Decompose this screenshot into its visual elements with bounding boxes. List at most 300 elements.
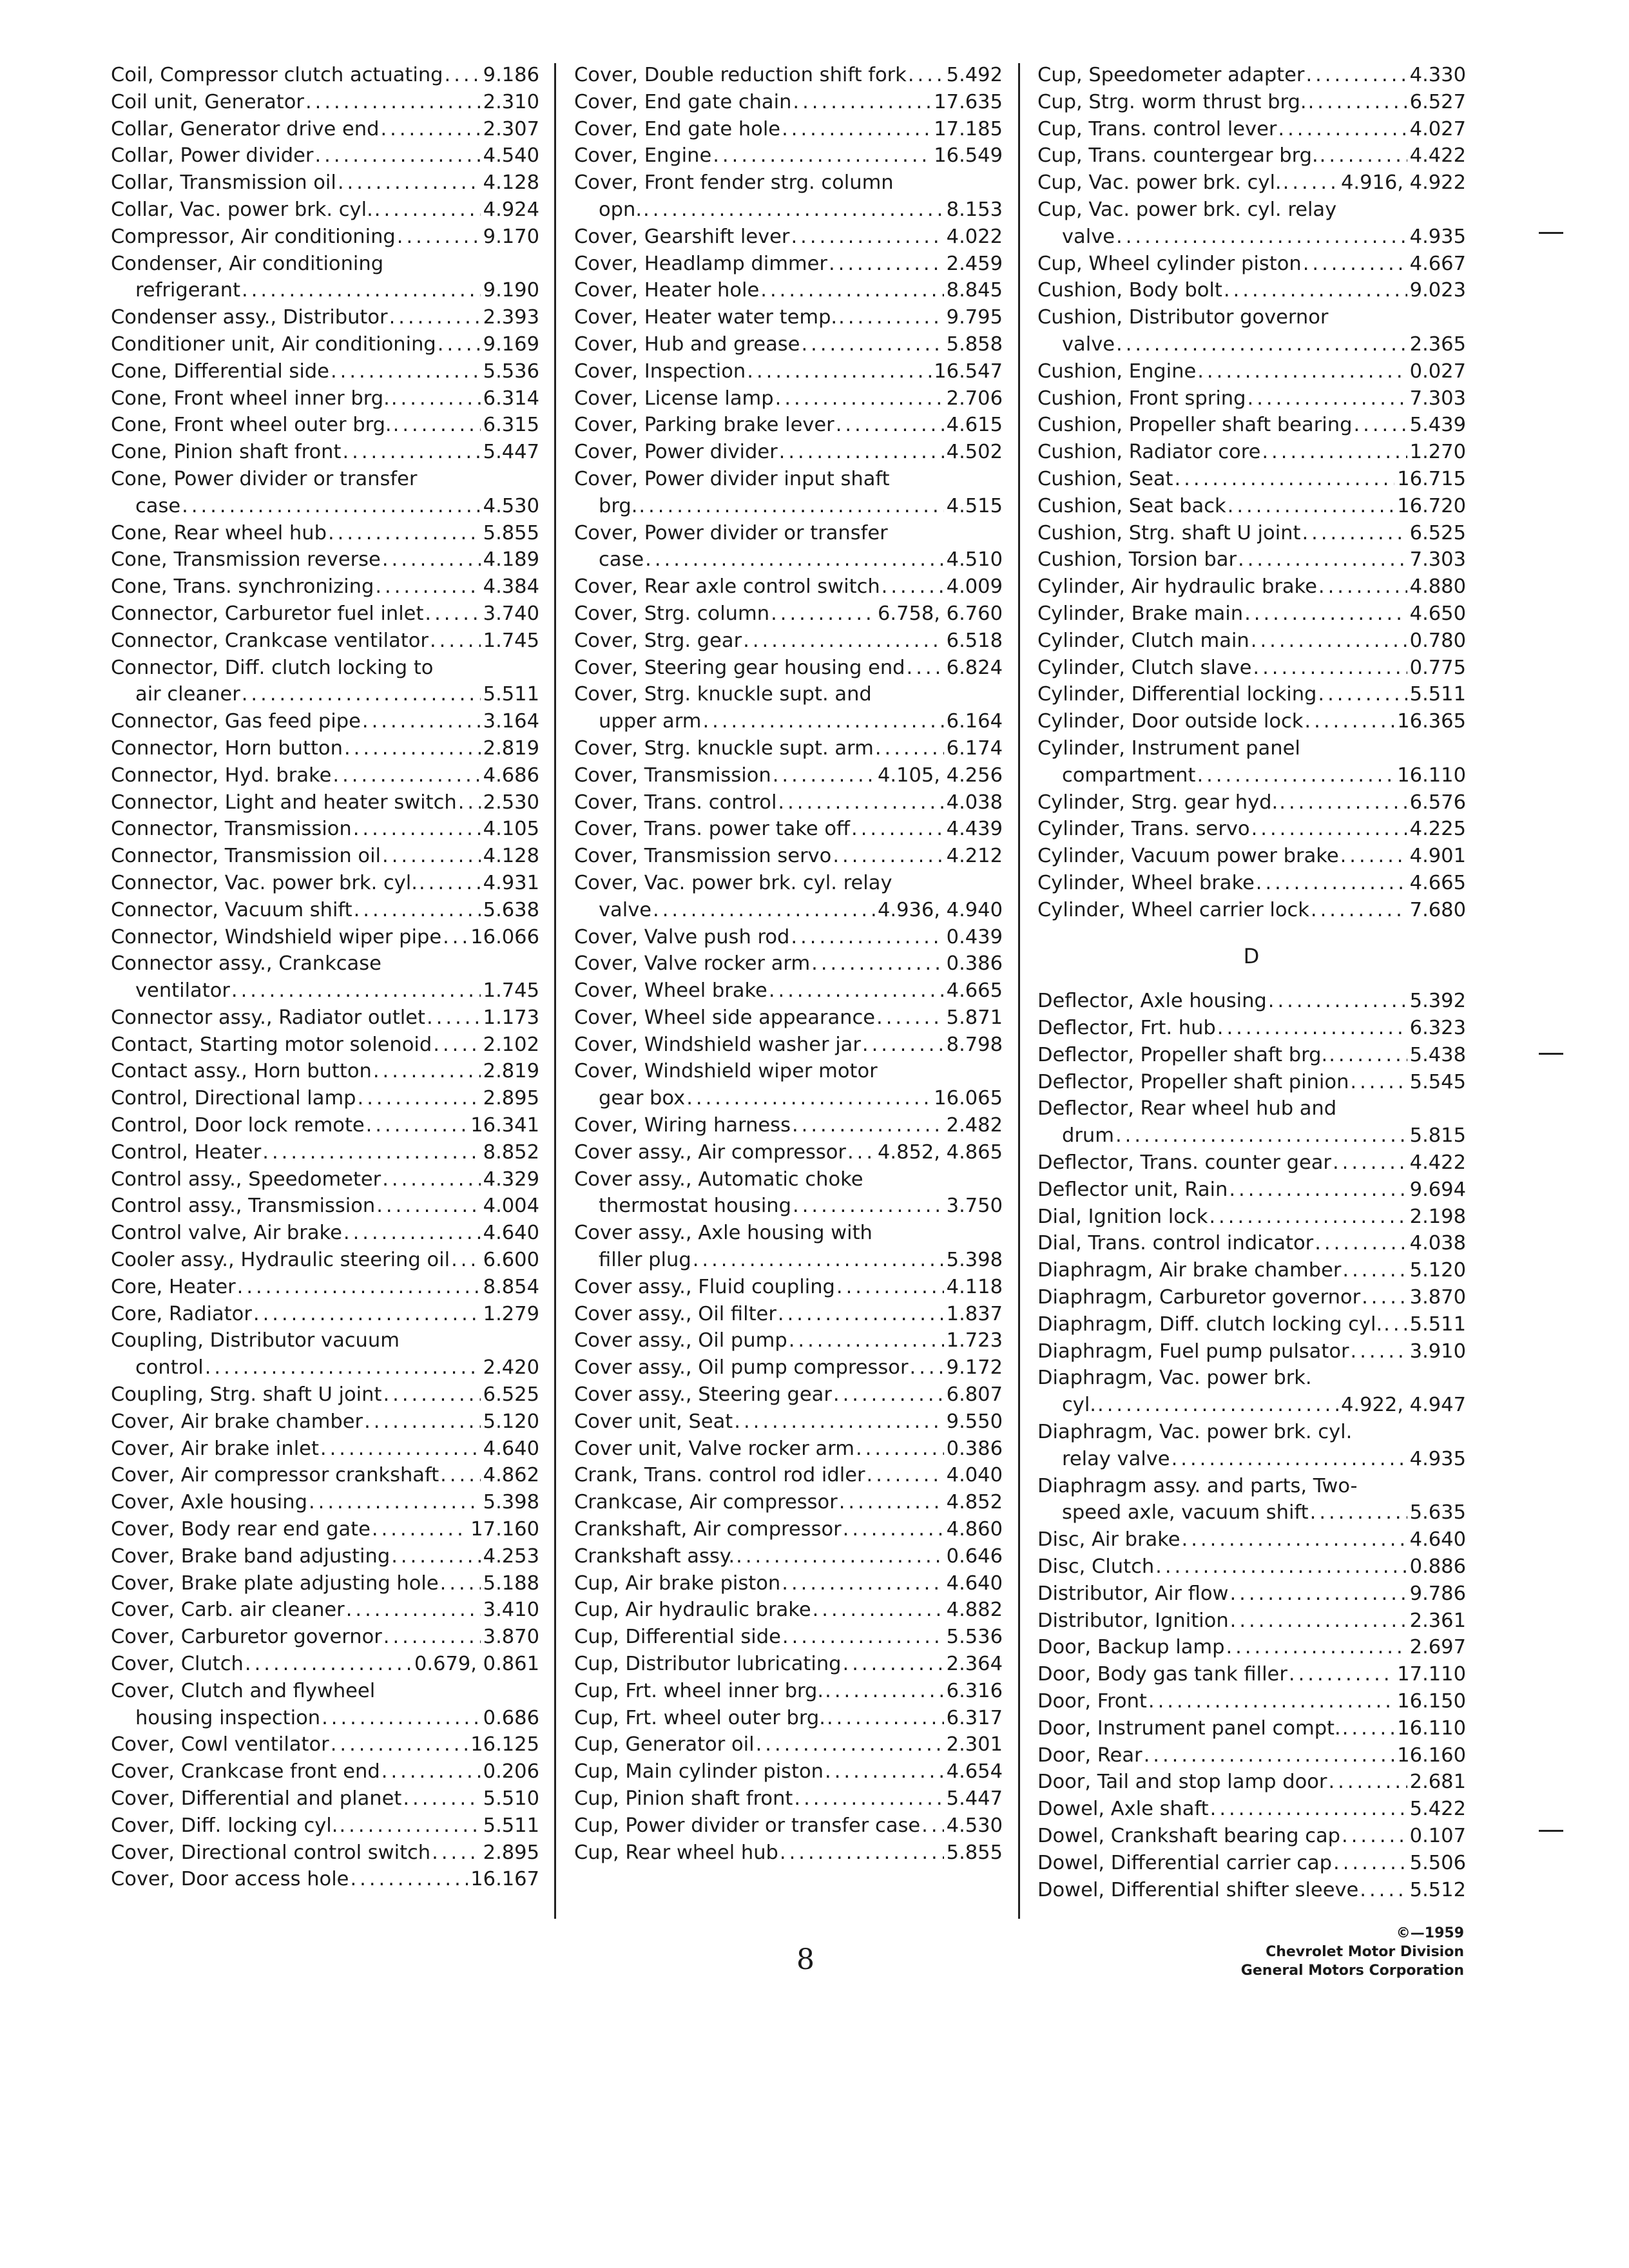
index-entry-continuation — [574, 546, 1003, 573]
index-entry — [1037, 385, 1466, 412]
index-entry-ref: 4.650 — [1409, 602, 1466, 625]
index-entry — [574, 142, 1003, 169]
index-entry — [574, 843, 1003, 870]
index-entry-term: Cover, Power divider or transfer — [574, 521, 888, 544]
leader-dots — [862, 1032, 944, 1059]
index-entry-term-continued: valve — [599, 898, 652, 921]
index-entry-ref: 7.680 — [1409, 898, 1466, 921]
index-entry-line — [1037, 466, 1466, 493]
index-entry-heading — [1037, 1419, 1466, 1446]
leader-dots — [1310, 1499, 1407, 1526]
index-entry-term: Cup, Speedometer adapter — [1037, 64, 1305, 86]
index-entry — [111, 358, 539, 385]
index-entry-ref: 4.615 — [946, 414, 1003, 437]
index-entry-ref: 2.198 — [1409, 1205, 1466, 1228]
index-entry-term: Cushion, Propeller shaft bearing — [1037, 414, 1353, 437]
index-entry-term: Cover, Power divider input shaft — [574, 467, 890, 490]
index-entry-term: Cover, Front fender strg. column — [574, 171, 894, 195]
index-entry — [574, 573, 1003, 601]
index-entry-term: Cup, Differential side — [574, 1626, 781, 1649]
index-entry-ref: 4.852 — [946, 1491, 1003, 1514]
index-entry-ref: 4.022 — [946, 225, 1003, 248]
index-entry-term: Cone, Power divider or transfer — [111, 467, 418, 490]
leader-dots — [366, 1112, 468, 1139]
index-entry-heading — [574, 169, 1003, 197]
index-entry-heading — [574, 520, 1003, 547]
index-entry — [1037, 1149, 1466, 1177]
index-entry — [1037, 628, 1466, 655]
index-entry — [111, 1543, 539, 1570]
index-entry — [574, 1381, 1003, 1408]
index-entry-line — [574, 573, 1003, 601]
index-entry-term: Cylinder, Trans. servo — [1037, 818, 1250, 841]
index-entry-line — [574, 1004, 1003, 1032]
index-entry — [574, 331, 1003, 358]
index-entry-term: Cover, Valve push rod — [574, 925, 790, 948]
leader-dots — [1174, 466, 1394, 493]
index-entry-ref: 5.510 — [483, 1787, 539, 1810]
leader-dots — [331, 358, 481, 385]
index-entry-term: Cone, Transmission reverse — [111, 548, 381, 572]
index-entry-ref: 4.439 — [946, 818, 1003, 841]
index-entry-term: Cone, Differential side — [111, 360, 329, 383]
index-entry — [111, 1112, 539, 1139]
index-entry-ref: 4.686 — [483, 764, 539, 787]
index-entry — [574, 62, 1003, 89]
index-entry — [1037, 546, 1466, 573]
index-entry-line — [111, 1812, 539, 1840]
index-entry-line — [1037, 412, 1466, 439]
index-entry-line — [111, 1840, 539, 1867]
index-entry-line — [111, 169, 539, 197]
leader-dots — [403, 1785, 480, 1812]
index-entry-line — [111, 1731, 539, 1758]
leader-dots — [910, 1354, 944, 1381]
index-entry-line — [1037, 789, 1466, 816]
index-entry-line — [1037, 988, 1466, 1015]
index-entry-line — [1037, 1796, 1466, 1823]
index-entry — [111, 304, 539, 331]
index-entry-ref: 0.686 — [483, 1706, 539, 1729]
index-entry-term: Cylinder, Air hydraulic brake — [1037, 575, 1317, 599]
index-entry — [574, 1812, 1003, 1840]
index-entry-term: Contact assy., Horn button — [111, 1060, 372, 1083]
index-entry-ref: 2.706 — [946, 387, 1003, 410]
index-entry-ref: 5.511 — [1409, 1312, 1466, 1336]
index-entry — [1037, 789, 1466, 816]
index-entry — [1037, 843, 1466, 870]
index-entry-term: Diaphragm, Air brake chamber — [1037, 1259, 1342, 1282]
index-entry-term: Cover, Headlamp dimmer — [574, 252, 827, 275]
leader-dots — [383, 1381, 480, 1408]
index-entry-term: Cover, Brake band adjusting — [111, 1544, 390, 1568]
index-entry-ref: 17.185 — [934, 117, 1003, 140]
leader-dots — [1279, 789, 1407, 816]
index-entry-term: Cushion, Radiator core — [1037, 441, 1261, 464]
index-entry — [574, 89, 1003, 116]
index-entry-ref: 5.422 — [1409, 1798, 1466, 1821]
index-entry-line — [574, 358, 1003, 385]
index-entry-line — [574, 1274, 1003, 1301]
leader-dots — [376, 1193, 480, 1220]
index-entry-ref: 1.837 — [946, 1302, 1003, 1325]
index-entry — [111, 1327, 539, 1381]
index-entry-term: Door, Front — [1037, 1690, 1147, 1713]
leader-dots — [1248, 385, 1407, 412]
index-entry — [1037, 1257, 1466, 1284]
index-entry-line — [574, 1354, 1003, 1381]
index-entry — [574, 304, 1003, 331]
index-entry — [1037, 816, 1466, 843]
index-entry-ref: 5.855 — [483, 521, 539, 544]
index-entry — [1037, 1715, 1466, 1742]
index-entry-line — [1037, 843, 1466, 870]
leader-dots — [350, 1866, 468, 1893]
index-entry-term: Cylinder, Vacuum power brake — [1037, 845, 1339, 868]
leader-dots — [245, 1651, 412, 1678]
index-entry-term: Cover, Wiring harness — [574, 1114, 791, 1137]
index-entry — [1037, 1204, 1466, 1231]
index-entry-term: Cover, Directional control switch — [111, 1841, 431, 1864]
index-entry — [1037, 735, 1466, 789]
index-entry-ref: 9.186 — [483, 64, 539, 86]
index-entry-ref: 2.819 — [483, 1060, 539, 1083]
index-column-2 — [574, 62, 1003, 1866]
index-entry-ref: 3.750 — [946, 1195, 1003, 1218]
index-entry — [111, 1651, 539, 1678]
index-entry-ref: 16.065 — [934, 1087, 1003, 1110]
index-entry-line — [111, 224, 539, 251]
index-entry-term: Cover, Trans. power take off — [574, 818, 851, 841]
index-entry-line — [111, 870, 539, 897]
index-entry-term-continued: drum — [1062, 1124, 1114, 1148]
index-entry-line — [574, 1597, 1003, 1624]
index-entry-ref: 5.447 — [483, 441, 539, 464]
index-entry-term: Crankshaft, Air compressor — [574, 1518, 842, 1541]
index-entry-line — [111, 1462, 539, 1489]
index-entry-heading — [111, 466, 539, 493]
index-entry — [1037, 988, 1466, 1015]
index-entry — [1037, 358, 1466, 385]
index-entry-line — [111, 1489, 539, 1516]
index-entry-ref: 4.004 — [483, 1195, 539, 1218]
index-entry-line — [111, 1301, 539, 1328]
index-entry-ref: 2.361 — [1409, 1609, 1466, 1632]
index-entry-ref: 0.386 — [946, 1437, 1003, 1460]
index-entry-heading — [111, 1327, 539, 1354]
leader-dots — [231, 977, 481, 1004]
index-entry-ref: 5.545 — [1409, 1070, 1466, 1093]
index-entry-ref: 5.506 — [1409, 1851, 1466, 1874]
index-entry-line — [574, 1624, 1003, 1651]
index-entry-term-continued: case — [135, 494, 181, 517]
index-entry-heading — [1037, 197, 1466, 224]
index-entry-term: Cover, License lamp — [574, 387, 774, 410]
index-entry-ref: 4.105, 4.256 — [877, 764, 1003, 787]
leader-dots — [1311, 897, 1407, 924]
index-entry — [574, 1112, 1003, 1139]
index-entry — [574, 1327, 1003, 1354]
index-entry — [111, 1489, 539, 1516]
leader-dots — [354, 897, 481, 924]
index-entry — [574, 1543, 1003, 1570]
index-entry — [574, 870, 1003, 924]
index-entry-term: Cushion, Engine — [1037, 360, 1197, 383]
index-entry-line — [111, 1193, 539, 1220]
index-entry — [574, 1408, 1003, 1436]
index-entry-ref: 4.654 — [946, 1760, 1003, 1783]
index-entry-line — [574, 1543, 1003, 1570]
index-entry-line — [111, 708, 539, 735]
leader-dots — [393, 412, 481, 439]
index-entry-term: Cover, Inspection — [574, 360, 746, 383]
index-entry-term: Core, Heater — [111, 1275, 236, 1298]
index-entry-term: Door, Instrument panel compt. — [1037, 1716, 1341, 1740]
index-entry-term: Cup, Trans. countergear brg. — [1037, 144, 1318, 168]
index-entry-term: Dowel, Differential carrier cap — [1037, 1851, 1333, 1874]
index-entry-term: Disc, Air brake — [1037, 1528, 1181, 1552]
index-entry-line — [574, 601, 1003, 628]
index-entry — [111, 655, 539, 709]
leader-dots — [433, 1032, 480, 1059]
index-entry — [111, 520, 539, 547]
index-entry-ref: 0.386 — [946, 952, 1003, 975]
index-entry-ref: 6.323 — [1409, 1017, 1466, 1040]
index-entry — [111, 1301, 539, 1328]
index-entry — [574, 1462, 1003, 1489]
index-entry-line — [574, 1570, 1003, 1597]
index-entry-term: Cover, Clutch and flywheel — [111, 1679, 376, 1702]
index-entry-term: Door, Backup lamp — [1037, 1636, 1225, 1659]
index-entry-line — [1037, 142, 1466, 169]
index-entry-term: Coupling, Strg. shaft U joint — [111, 1383, 382, 1407]
leader-dots — [876, 1004, 944, 1032]
index-entry-term: Cover, End gate chain — [574, 90, 792, 113]
index-entry-term: Cup, Distributor lubricating — [574, 1653, 842, 1676]
leader-dots — [847, 1139, 875, 1166]
index-entry-ref: 0.027 — [1409, 360, 1466, 383]
leader-dots — [438, 331, 481, 358]
leader-dots — [793, 1193, 944, 1220]
leader-dots — [827, 1705, 944, 1732]
index-entry-line — [574, 331, 1003, 358]
index-entry-term: Cover, End gate hole — [574, 117, 781, 140]
index-entry-term: Cover, Valve rocker arm — [574, 952, 811, 975]
index-entry-line — [111, 1516, 539, 1543]
index-entry-ref: 2.895 — [483, 1841, 539, 1864]
index-entry-term: Cover, Air brake inlet — [111, 1437, 319, 1460]
index-entry — [574, 224, 1003, 251]
index-entry-line — [111, 1624, 539, 1651]
index-entry-line — [1037, 1581, 1466, 1608]
index-entry — [1037, 708, 1466, 735]
index-entry — [1037, 1473, 1466, 1527]
index-entry-line — [574, 1785, 1003, 1812]
index-entry-term: Coupling, Distributor vacuum — [111, 1329, 400, 1352]
index-entry-ref: 2.420 — [483, 1356, 539, 1379]
index-entry-ref: 5.438 — [1409, 1043, 1466, 1066]
index-entry — [111, 870, 539, 897]
index-entry-line — [111, 1032, 539, 1059]
index-entry-ref: 9.023 — [1409, 279, 1466, 302]
index-entry-line — [111, 546, 539, 573]
index-entry-line — [574, 1436, 1003, 1463]
index-entry-line — [111, 762, 539, 789]
leader-dots — [382, 1166, 480, 1193]
index-entry-line — [111, 412, 539, 439]
index-entry-ref: 5.511 — [483, 683, 539, 706]
leader-dots — [811, 950, 944, 977]
index-entry — [1037, 89, 1466, 116]
index-entry-term: Deflector, Propeller shaft pinion — [1037, 1070, 1349, 1093]
index-entry-term: Contact, Starting motor solenoid — [111, 1033, 432, 1056]
index-entry-term: Cover, Cowl ventilator — [111, 1733, 329, 1756]
index-entry-continuation — [1037, 224, 1466, 251]
index-entry-ref: 4.860 — [946, 1518, 1003, 1541]
index-entry-term: Connector assy., Crankcase — [111, 952, 381, 975]
index-entry — [111, 1785, 539, 1812]
leader-dots — [1342, 1715, 1395, 1742]
index-entry-term: Control, Door lock remote — [111, 1114, 365, 1137]
index-entry — [1037, 1015, 1466, 1042]
page-number: 8 — [796, 1943, 815, 1976]
leader-dots — [344, 735, 481, 762]
index-entry-ref: 2.102 — [483, 1033, 539, 1056]
index-entry-term: Connector, Carburetor fuel inlet — [111, 602, 424, 625]
leader-dots — [836, 1274, 944, 1301]
index-entry-ref: 17.635 — [934, 90, 1003, 113]
leader-dots — [358, 1085, 481, 1112]
leader-dots — [1229, 1177, 1407, 1204]
index-entry-term: Disc, Clutch — [1037, 1555, 1155, 1579]
index-entry-line — [574, 1381, 1003, 1408]
index-entry-ref: 4.880 — [1409, 575, 1466, 599]
index-entry-continuation — [1037, 1446, 1466, 1473]
index-entry-heading — [111, 1678, 539, 1705]
index-entry-ref: 2.459 — [946, 252, 1003, 275]
index-entry-line — [111, 1139, 539, 1166]
index-entry-line — [574, 1678, 1003, 1705]
index-entry-term: Distributor, Air flow — [1037, 1582, 1229, 1605]
index-entry — [574, 1597, 1003, 1624]
leader-dots — [1226, 1634, 1407, 1661]
index-entry-term: Crankcase, Air compressor — [574, 1491, 838, 1514]
index-entry-continuation — [1037, 1122, 1466, 1149]
index-entry — [574, 816, 1003, 843]
index-entry-line — [111, 1085, 539, 1112]
leader-dots — [237, 1274, 481, 1301]
index-entry-term: Cover, Clutch — [111, 1653, 244, 1676]
index-entry-ref: 16.720 — [1397, 494, 1466, 517]
index-entry-ref: 9.550 — [946, 1410, 1003, 1433]
index-entry-ref: 5.492 — [946, 64, 1003, 86]
index-entry-term: Cup, Frt. wheel outer brg. — [574, 1706, 825, 1729]
index-entry-term: Cover, Strg. gear — [574, 629, 742, 652]
leader-dots — [838, 304, 944, 331]
index-entry-term: Connector, Light and heater switch — [111, 791, 457, 814]
index-entry-line — [1037, 277, 1466, 304]
index-entry-term: Cover, Rear axle control switch — [574, 575, 880, 599]
index-entry-term: Cover, Steering gear housing end — [574, 656, 905, 679]
index-entry — [1037, 1553, 1466, 1581]
index-entry-ref: 2.307 — [483, 117, 539, 140]
index-entry-ref: 5.398 — [483, 1491, 539, 1514]
index-entry-term: Cushion, Torsion bar — [1037, 548, 1237, 572]
leader-dots — [314, 142, 480, 169]
leader-dots — [331, 1731, 468, 1758]
index-entry — [574, 412, 1003, 439]
index-entry — [1037, 1042, 1466, 1069]
index-entry-ref: 9.172 — [946, 1356, 1003, 1379]
leader-dots — [1171, 1446, 1407, 1473]
index-entry-ref: 4.901 — [1409, 845, 1466, 868]
index-entry-term: Cup, Air hydraulic brake — [574, 1599, 811, 1622]
leader-dots — [1333, 1850, 1407, 1877]
index-entry-term: Cover, Transmission servo — [574, 845, 832, 868]
index-entry-ref: 0.679, 0.861 — [414, 1653, 539, 1676]
index-entry — [574, 1274, 1003, 1301]
index-entry — [1037, 1796, 1466, 1823]
index-entry-term: Cone, Rear wheel hub — [111, 521, 327, 544]
leader-dots — [320, 1436, 481, 1463]
index-entry-line — [111, 816, 539, 843]
index-entry-term: Cover, Heater hole — [574, 279, 760, 302]
index-entry-line — [574, 304, 1003, 331]
index-entry-term: Control, Heater — [111, 1140, 262, 1164]
index-entry-ref: 4.329 — [483, 1168, 539, 1191]
index-entry-ref: 16.160 — [1397, 1744, 1466, 1767]
index-entry — [111, 1812, 539, 1840]
index-entry-ref: 2.482 — [946, 1114, 1003, 1137]
index-entry-line — [111, 1543, 539, 1570]
index-entry-ref: 8.153 — [946, 198, 1003, 221]
leader-dots — [1315, 1230, 1407, 1257]
index-entry — [1037, 655, 1466, 682]
leader-dots — [1197, 358, 1407, 385]
index-entry — [574, 924, 1003, 951]
index-entry-line — [111, 735, 539, 762]
index-entry-term: Cover assy., Oil pump compressor — [574, 1356, 909, 1379]
index-entry-heading — [574, 1058, 1003, 1085]
index-entry-line — [1037, 1526, 1466, 1553]
index-entry-line — [1037, 385, 1466, 412]
index-entry-line — [574, 224, 1003, 251]
index-entry — [111, 385, 539, 412]
index-entry-ref: 4.640 — [483, 1437, 539, 1460]
index-entry-line — [111, 1408, 539, 1436]
index-entry-continuation — [574, 897, 1003, 924]
index-entry-term-continued: brg. — [599, 494, 638, 517]
index-entry-term: Cover, Windshield wiper motor — [574, 1060, 878, 1083]
index-entry — [111, 950, 539, 1004]
index-entry-ref: 6.600 — [483, 1249, 539, 1272]
index-entry-ref: 0.206 — [483, 1760, 539, 1783]
index-entry-ref: 3.870 — [1409, 1286, 1466, 1309]
index-entry-term: Cover assy., Axle housing with — [574, 1222, 872, 1245]
index-entry — [1037, 1365, 1466, 1419]
index-entry-term-continued: valve — [1062, 225, 1115, 248]
index-entry-continuation — [111, 493, 539, 520]
leader-dots — [782, 116, 931, 143]
leader-dots — [1333, 1149, 1407, 1177]
index-entry-term: Cup, Power divider or transfer case — [574, 1814, 921, 1837]
index-entry-ref: 17.160 — [470, 1518, 539, 1541]
index-entry — [574, 601, 1003, 628]
index-entry-line — [1037, 493, 1466, 520]
index-entry-ref: 1.745 — [483, 629, 539, 652]
leader-dots — [1116, 331, 1407, 358]
leader-dots — [882, 573, 944, 601]
